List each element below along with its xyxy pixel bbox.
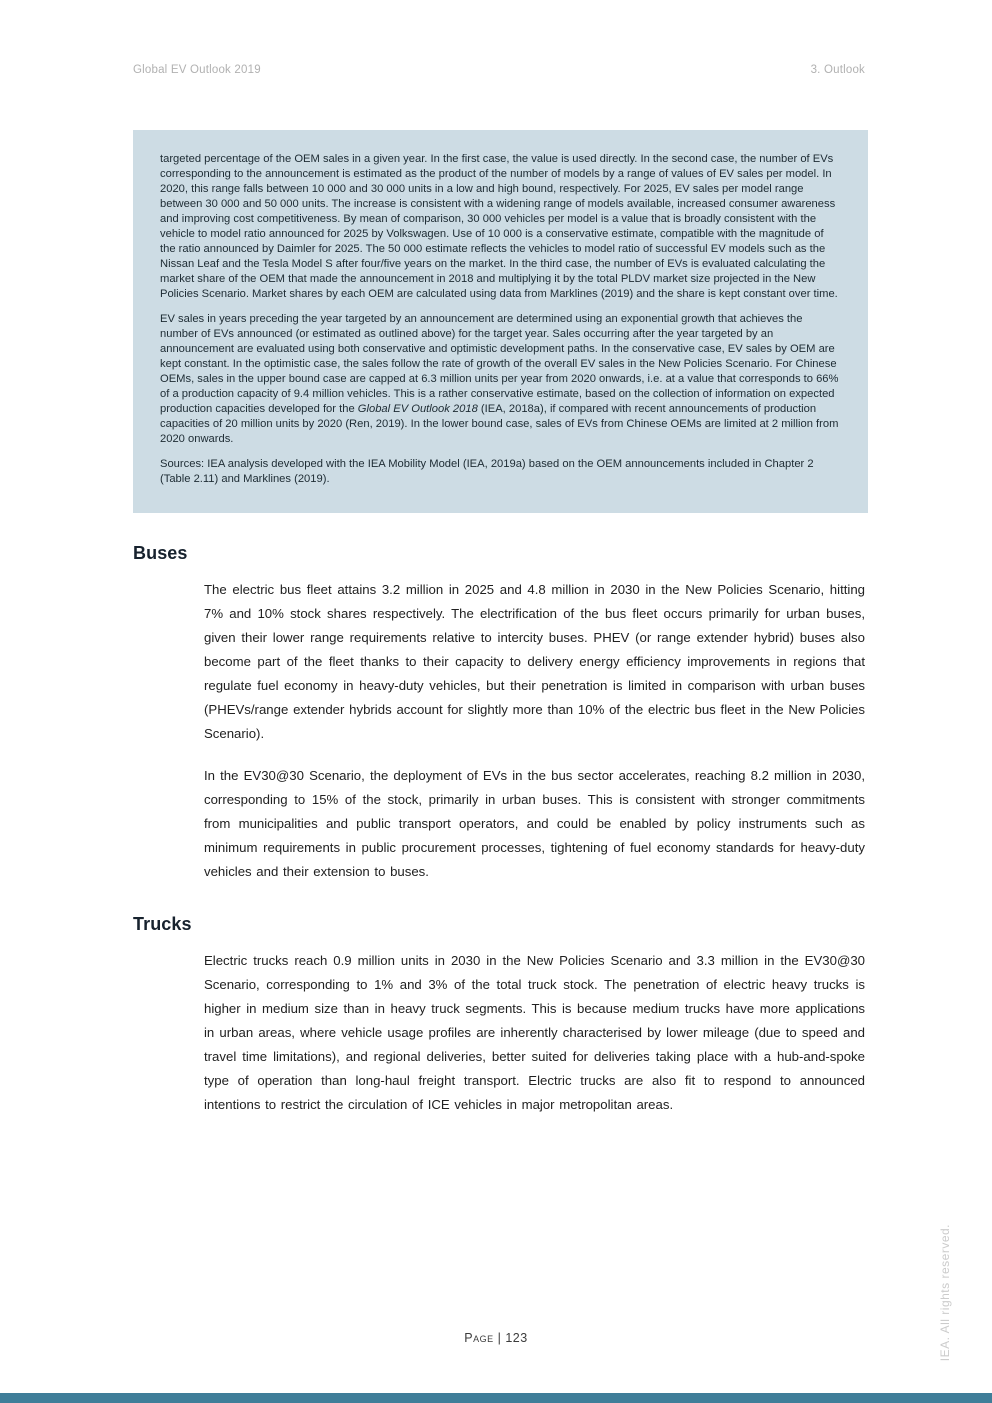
page-number: Page | 123 bbox=[464, 1331, 528, 1345]
note-paragraph-text: (IEA, 2018a), if compared with recent announcements of production capacities of 20 million units by 2020 (Ren, 2019). In the lower bound case, sales of EVs from Chinese OEMs are limited at 2 million from 2020 onwards. bbox=[160, 403, 839, 445]
note-paragraph bbox=[160, 312, 842, 447]
header-document-title: Global EV Outlook 2019 bbox=[133, 64, 261, 76]
section-heading-trucks: Trucks bbox=[133, 914, 192, 934]
buses-paragraph-1: The electric bus fleet attains 3.2 million in 2025 and 4.8 million in 2030 in the New Policies Scenario, hitting 7% and 10% stock shares respectively. The electrification of the bus fleet occurs primarily for urban buses, given their lower range requirements relative to intercity buses. PHEV (or range extender hybrid) buses also become part of the fleet thanks to their capacity to delivery energy efficiency improvements in regions that regulate fuel economy in heavy-duty vehicles, but their penetration is limited in comparison with urban buses (PHEVs/range extender hybrids account for slightly more than 10% of the electric bus fleet in the New Policies Scenario). bbox=[204, 582, 865, 741]
note-paragraph-italic-citation: Global EV Outlook 2018 bbox=[357, 403, 478, 415]
bottom-accent-bar bbox=[0, 1393, 992, 1403]
section-heading-buses: Buses bbox=[133, 543, 188, 563]
trucks-paragraph-1: Electric trucks reach 0.9 million units in 2030 in the New Policies Scenario and 3.3 million in the EV30@30 Scenario, corresponding to 1% and 3% of the total truck stock. The penetration of electric heavy trucks is higher in medium size than in heavy truck segments. This is because medium trucks have more applications in urban areas, where vehicle usage profiles are inherently characterised by lower mileage (due to speed and travel time limitations), and regional deliveries, better suited for deliveries taking place with a hub-and-spoke type of operation than long-haul freight transport. Electric trucks are also fit to respond to announced intentions to restrict the circulation of ICE vehicles in major metropolitan areas. bbox=[204, 953, 865, 1112]
note-sources: Sources: IEA analysis developed with the IEA Mobility Model (IEA, 2019a) based on the OEM announcements included in Chapter 2 (Table 2.11) and Marklines (2019). bbox=[160, 458, 814, 485]
running-header bbox=[0, 0, 992, 76]
header-chapter-label: 3. Outlook bbox=[810, 64, 865, 76]
main-content bbox=[133, 543, 865, 1117]
buses-paragraph-2: In the EV30@30 Scenario, the deployment of EVs in the bus sector accelerates, reaching 8.2 million in 2030, corresponding to 15% of the stock, primarily in urban buses. This is consistent with stronger commitments from municipalities and public transport operators, and could be enabled by policy instruments such as minimum requirements in public procurement processes, tightening of fuel economy standards for heavy-duty vehicles and their extension to buses. bbox=[204, 768, 865, 879]
note-paragraph: targeted percentage of the OEM sales in a given year. In the first case, the value is used directly. In the second case, the number of EVs corresponding to the announcement is estimated as the product of the number of models by a range of values of EV sales per model. In 2020, this range falls between 10 000 and 30 000 units in a low and high bound, respectively. For 2025, EV sales per model range between 30 000 and 50 000 units. The increase is consistent with a widening range of models available, increased consumer awareness and improving cost competitiveness. By mean of comparison, 30 000 vehicles per model is a value that is broadly consistent with the vehicle to model ratio announced for 2025 by Volkswagen. Use of 10 000 is a conservative estimate, compatible with the magnitude of the ratio announced by Daimler for 2025. The 50 000 estimate reflects the vehicles to model ratio of successful EV models such as the Nissan Leaf and the Tesla Model S after four/five years on the market. In the third case, the number of EVs is evaluated calculating the market share of the OEM that made the announcement in 2018 and multiplying it by the total PLDV market size projected in the New Policies Scenario. Market shares by each OEM are calculated using data from Marklines (2019) and the share is kept constant over time. bbox=[160, 153, 838, 300]
copyright-side-note: IEA. All rights reserved. bbox=[938, 1223, 952, 1361]
note-paragraph-text: EV sales in years preceding the year targeted by an announcement are determined using an exponential growth that achieves the number of EVs announced (or estimated as outlined above) for the target year. Sales occurring after the year targeted by an announcement are evaluated using both conservative and optimistic development paths. In the conservative case, EV sales by OEM are kept constant. In the optimistic case, the sales follow the rate of growth of the overall EV sales in the New Policies Scenario. For Chinese OEMs, sales in the upper bound case are capped at 6.3 million units per year from 2020 onwards, i.e. at a value that corresponds to 66% of a production capacity of 9.4 million vehicles. This is a rather conservative estimate, based on the collection of information on expected production capacities developed for the bbox=[160, 313, 839, 415]
methodology-note-box bbox=[133, 130, 868, 513]
